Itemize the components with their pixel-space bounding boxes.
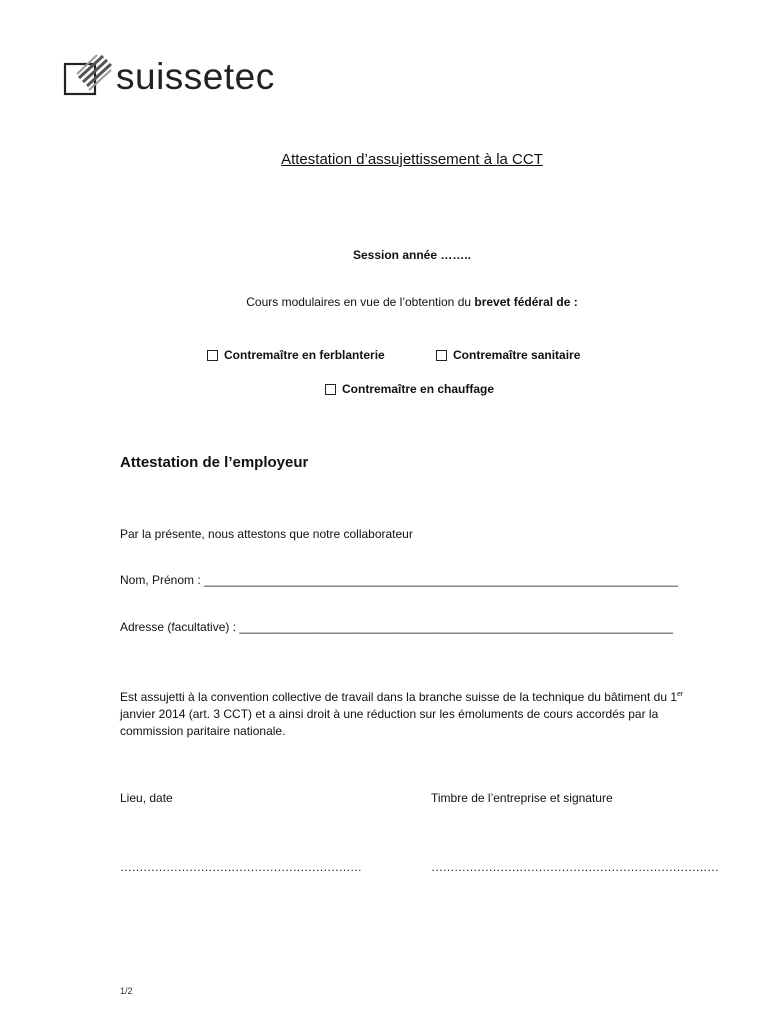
courses-intro: Cours modulaires en vue de l’obtention du — [246, 295, 475, 309]
place-date-label: Lieu, date — [120, 791, 173, 805]
suissetec-logo — [63, 52, 275, 98]
courses-bold: brevet fédéral de : — [474, 295, 578, 309]
checkbox-ferblanterie[interactable] — [207, 350, 218, 361]
name-label: Nom, Prénom : — [120, 573, 201, 587]
address-field[interactable] — [120, 620, 673, 634]
option-ferblanterie[interactable] — [207, 348, 385, 362]
document-title: Attestation d’assujettissement à la CCT — [281, 151, 543, 168]
checkbox-sanitaire[interactable] — [436, 350, 447, 361]
address-label: Adresse (facultative) : — [120, 620, 237, 634]
intro-line: Par la présente, nous attestons que notre collaborateur — [120, 527, 413, 541]
option-ferblanterie-label: Contremaître en ferblanterie — [224, 348, 385, 362]
logo-text: suissetec — [116, 56, 275, 97]
checkbox-chauffage[interactable] — [325, 384, 336, 395]
paragraph-part2: janvier 2014 (art. 3 CCT) et a ainsi droit à une réduction sur les émoluments de cours accordés par la commission paritaire nationale. — [120, 707, 659, 738]
stamp-signature-label: Timbre de l’entreprise et signature — [431, 791, 613, 805]
option-chauffage-label: Contremaître en chauffage — [342, 382, 495, 396]
place-date-line[interactable]: ……………………………………………………… — [120, 860, 362, 874]
stamp-signature-line[interactable]: ………………………………………………………………… — [431, 860, 719, 874]
session-year: Session année …….. — [352, 248, 472, 262]
option-chauffage[interactable] — [325, 382, 494, 396]
paragraph-sup: er — [677, 691, 684, 698]
courses-line — [0, 295, 770, 309]
employer-heading: Attestation de l’employeur — [120, 454, 309, 471]
address-line[interactable]: _________________________________________________________________ — [239, 620, 674, 634]
page-number: 1/2 — [120, 986, 133, 996]
logo-mark-icon — [63, 52, 113, 98]
option-sanitaire-label: Contremaître sanitaire — [453, 348, 581, 362]
option-sanitaire[interactable] — [436, 348, 580, 362]
paragraph-part1: Est assujetti à la convention collective de travail dans la branche suisse de la technique du bâtiment du 1 — [120, 690, 678, 704]
subjection-paragraph — [120, 686, 710, 740]
name-field[interactable] — [120, 573, 678, 587]
name-line[interactable]: _______________________________________________________________________ — [204, 573, 678, 587]
